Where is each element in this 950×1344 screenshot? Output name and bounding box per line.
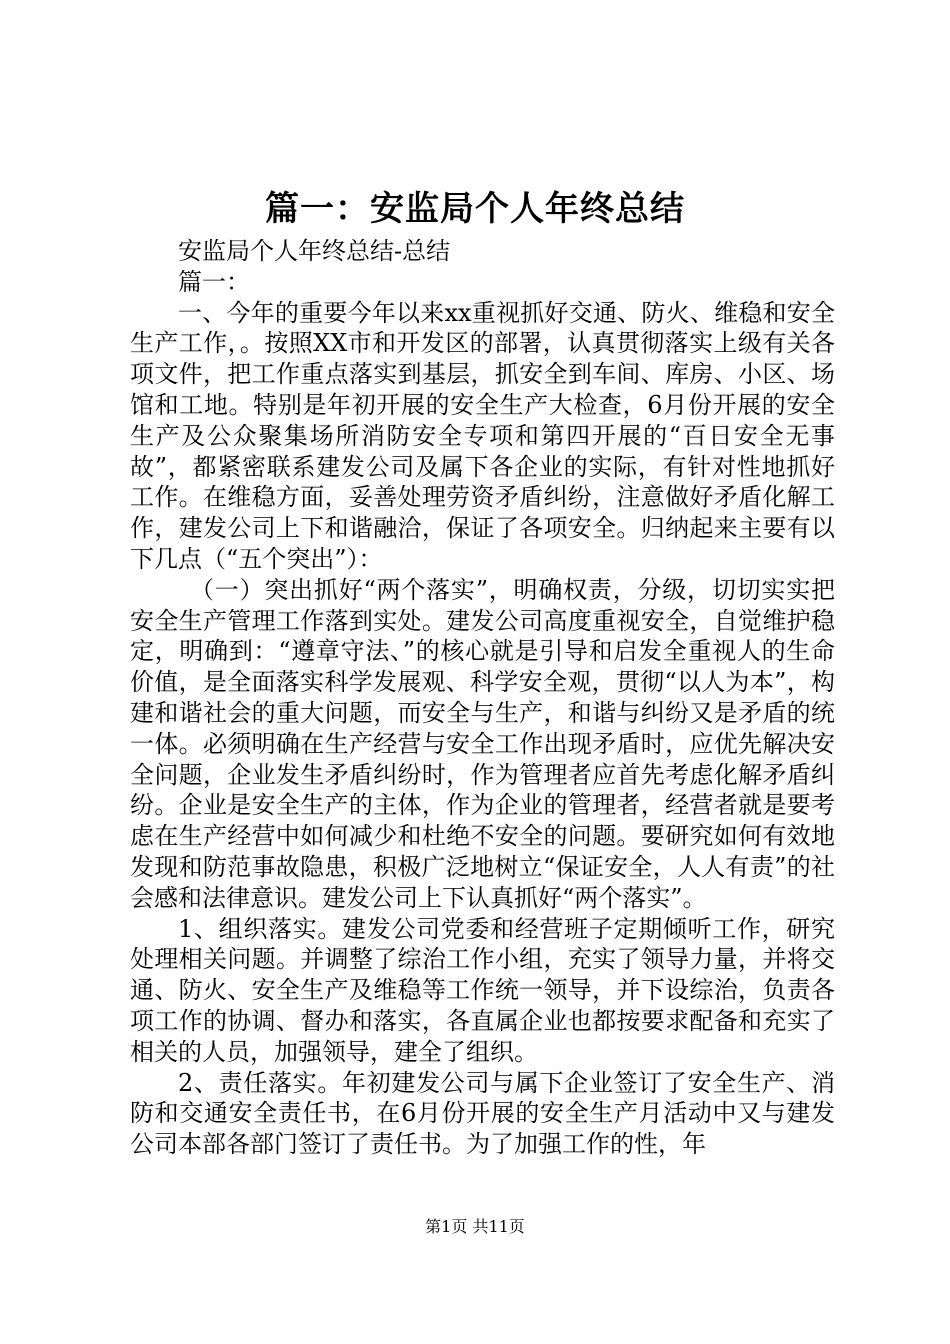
- page-title: 篇一：安监局个人年终总结: [265, 189, 685, 229]
- paragraph: （一）突出抓好“两个落实”，明确权责，分级，切切实实把安全生产管理工作落到实处。建发公司高度重视安全，自觉维护稳定，明确到：“遵章守法、”的核心就是引导和启发全重视人的生命价值，是全面落实科学发展观、科学安全观，贯彻“以人为本”，构建和谐社会的重大问题，而安全与生产，和谐与纠纷又是矛盾的统一体。必须明确在生产经营与安全工作出现矛盾时，应优先解决安全问题，企业发生矛盾纠纷时，作为管理者应首先考虑化解矛盾纠纷。企业是安全生产的主体，作为企业的管理者，经营者就是要考虑在生产经营中如何减少和杜绝不安全的问题。要研究如何有效地发现和防范事故隐患，积极广泛地树立“保证安全，人人有责”的社会感和法律意识。建发公司上下认真抓好“两个落实”。: [130, 575, 835, 912]
- paragraph-section-label: 篇一：: [178, 267, 250, 296]
- paragraph: 一、今年的重要今年以来xx重视抓好交通、防火、维稳和安全生产工作，。按照XX市和开发区的部署，认真贯彻落实上级有关各项文件，把工作重点落实到基层，抓安全到车间、库房、小区、场馆和工地。特别是年初开展的安全生产大检查，6月份开展的安全生产及公众聚集场所消防安全专项和第四开展的“百日安全无事故”，都紧密联系建发公司及属下各企业的实际，有针对性地抓好工作。在维稳方面，妥善处理劳资矛盾纠纷，注意做好矛盾化解工作，建发公司上下和谐融洽，保证了各项安全。归纳起来主要有以下几点（“五个突出”）：: [130, 298, 835, 573]
- paragraph: 2、责任落实。年初建发公司与属下企业签订了安全生产、消防和交通安全责任书，在6月份开展的安全生产月活动中又与建发公司本部各部门签订了责任书。为了加强工作的性，年: [130, 1068, 835, 1159]
- paragraph-subtitle: 安监局个人年终总结-总结: [178, 237, 451, 265]
- document-body: [130, 236, 835, 1160]
- page-footer: 第1页 共11页: [425, 1217, 525, 1236]
- paragraph: 1、组织落实。建发公司党委和经营班子定期倾听工作，研究处理相关问题。并调整了综治工作小组，充实了领导力量，并将交通、防火、安全生产及维稳等工作统一领导，并下设综治，负责各项工作的协调、督办和落实，各直属企业也都按要求配备和充实了相关的人员，加强领导，建全了组织。: [130, 914, 835, 1066]
